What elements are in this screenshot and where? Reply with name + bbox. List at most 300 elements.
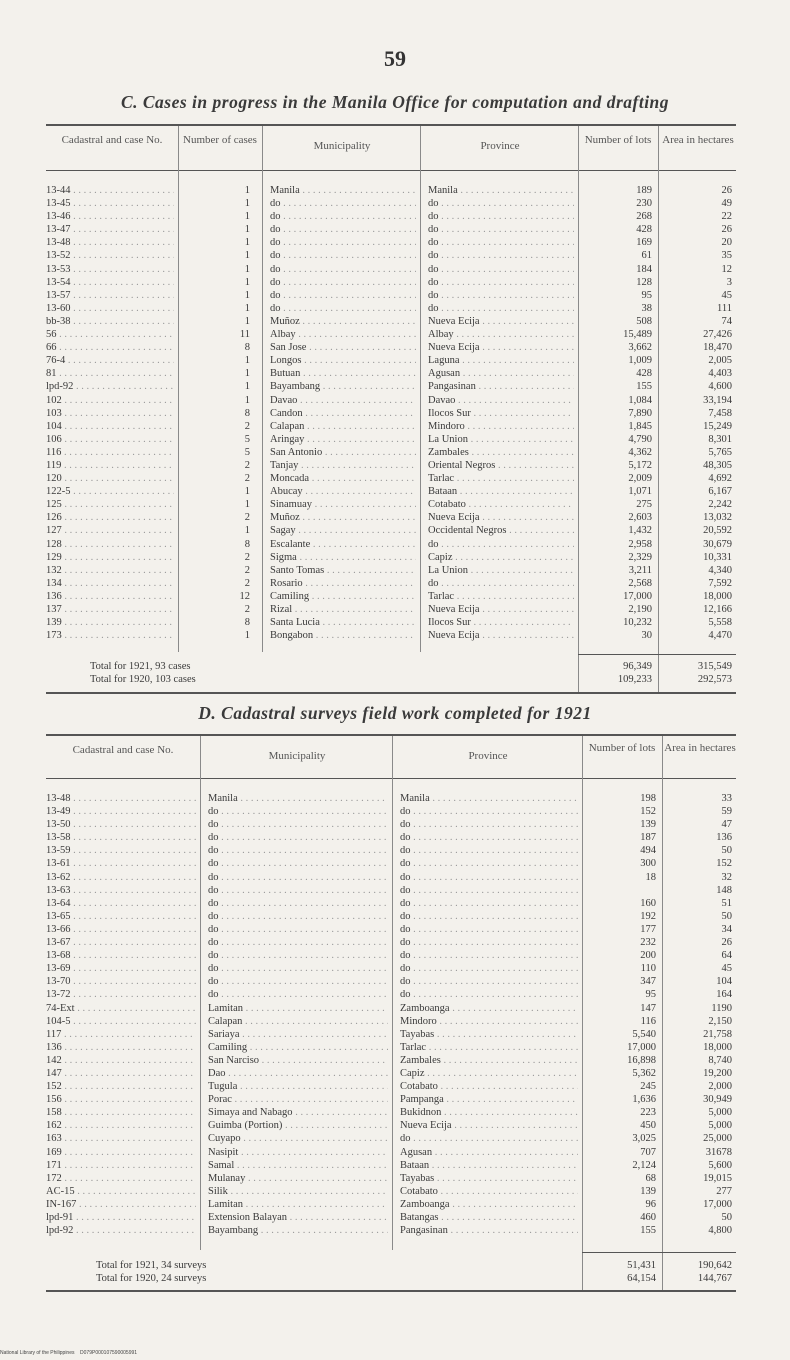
table-cell: 1	[244, 198, 250, 210]
table-cell: 5	[244, 433, 250, 445]
table-cell: 4,790	[628, 433, 652, 445]
table-cell: 134 . . .	[46, 577, 174, 590]
table-cell: 19,015	[703, 1172, 732, 1184]
table-cell: 33,194	[703, 394, 732, 406]
table-cell: 198	[640, 793, 656, 804]
table-cell: 96	[645, 1198, 656, 1210]
table-cell: 171 . . .	[46, 1159, 196, 1172]
table-cell: Capiz . . .	[428, 551, 574, 564]
table-cell: do . . .	[400, 910, 578, 923]
table-cell: 1	[244, 525, 250, 537]
table-cell: AC-15 . . .	[46, 1185, 196, 1198]
table-cell: 450	[640, 1120, 656, 1132]
table-cell: Santo Tomas . . .	[270, 564, 416, 577]
table-c-divider	[262, 126, 263, 652]
table-cell: do . . .	[208, 871, 388, 884]
table-cell: 13-45 . . .	[46, 197, 174, 210]
table-cell: 5,765	[708, 446, 732, 458]
table-cell: lpd-91 . . .	[46, 1211, 196, 1224]
table-d-divider	[200, 736, 201, 1250]
column-province	[428, 184, 574, 642]
table-cell: 1190	[711, 1002, 732, 1014]
table-cell: 13-65 . . .	[46, 910, 196, 923]
table-cell: 5,172	[628, 459, 652, 471]
table-cell: 74	[721, 315, 732, 327]
table-cell: 1,071	[628, 486, 652, 498]
table-cell: Laguna . . .	[428, 354, 574, 367]
table-cell: 137 . . .	[46, 603, 174, 616]
table-cell: 160	[640, 897, 656, 909]
table-cell: 189	[636, 185, 652, 196]
table-cell: 7,592	[708, 577, 732, 589]
table-cell: do . . .	[428, 249, 574, 262]
table-cell: 139 . . .	[46, 616, 174, 629]
table-cell: 245	[640, 1081, 656, 1093]
total-1921-c-label: Total for 1921, 93 cases	[90, 661, 191, 672]
header-municipality: Municipality	[313, 140, 371, 152]
total-1920-d-lots: 64,154	[627, 1273, 656, 1284]
table-cell: Longos . . .	[270, 354, 416, 367]
table-cell: 2	[244, 577, 250, 589]
table-cell: 173 . . .	[46, 629, 174, 642]
table-cell: lpd-92 . . .	[46, 1224, 196, 1237]
table-cell: 13,032	[703, 512, 732, 524]
table-cell: 110	[640, 963, 656, 975]
table-cell: 1	[244, 499, 250, 511]
table-cell: 5,362	[632, 1067, 656, 1079]
table-cell: 17,000	[627, 1041, 656, 1053]
table-cell: do . . .	[270, 302, 416, 315]
table-cell: 428	[636, 224, 652, 236]
table-cell: Aringay . . .	[270, 433, 416, 446]
table-cell: do . . .	[208, 910, 388, 923]
table-cell: 3,025	[632, 1133, 656, 1145]
table-cell: Zamboanga . . .	[400, 1198, 578, 1211]
table-cell: 4,692	[708, 473, 732, 485]
table-cell: 13-58 . . .	[46, 831, 196, 844]
table-cell: 64	[721, 950, 732, 962]
table-cell: do . . .	[400, 871, 578, 884]
table-cell: Agusan . . .	[428, 367, 574, 380]
table-cell: 95	[645, 989, 656, 1001]
table-cell: 81 . . .	[46, 367, 174, 380]
table-cell: Mindoro . . .	[400, 1015, 578, 1028]
table-cell: do . . .	[270, 197, 416, 210]
table-cell: do . . .	[208, 988, 388, 1001]
table-cell: 2	[244, 459, 250, 471]
table-cell: 20,592	[703, 525, 732, 537]
table-cell: 5	[244, 446, 250, 458]
table-cell: Tayabas . . .	[400, 1028, 578, 1041]
table-d-divider	[662, 736, 663, 1290]
table-cell: do . . .	[400, 831, 578, 844]
table-cell: 4,403	[708, 368, 732, 380]
table-cell: Zamboanga . . .	[400, 1002, 578, 1015]
table-cell: do . . .	[400, 897, 578, 910]
table-cell: 232	[640, 937, 656, 949]
table-cell: do . . .	[270, 236, 416, 249]
table-cell: Mindoro . . .	[428, 420, 574, 433]
table-cell: Sinamuay . . .	[270, 498, 416, 511]
table-cell: La Union . . .	[428, 564, 574, 577]
table-cell: Zambales . . .	[428, 446, 574, 459]
table-cell: 50	[721, 910, 732, 922]
table-cell: Manila . . .	[400, 792, 578, 805]
table-cell: La Union . . .	[428, 433, 574, 446]
table-cell: 22	[721, 211, 732, 223]
table-cell: 33	[721, 793, 732, 804]
table-cell: do . . .	[428, 236, 574, 249]
table-cell: Capiz . . .	[400, 1067, 578, 1080]
table-cell: 2,242	[708, 499, 732, 511]
table-d-divider	[582, 736, 583, 1290]
table-cell: 2,005	[708, 355, 732, 367]
table-cell: Abucay . . .	[270, 485, 416, 498]
table-cell: 35	[721, 250, 732, 262]
table-cell: do . . .	[428, 197, 574, 210]
table-cell: 2,000	[708, 1081, 732, 1093]
table-cell: Ilocos Sur . . .	[428, 407, 574, 420]
total-1920-c-label: Total for 1920, 103 cases	[90, 674, 196, 685]
table-cell: Camiling . . .	[208, 1041, 388, 1054]
table-cell: 7,458	[708, 407, 732, 419]
table-cell: 13-63 . . .	[46, 884, 196, 897]
table-cell: 13-57 . . .	[46, 289, 174, 302]
table-cell: 347	[640, 976, 656, 988]
table-cell: 13-48 . . .	[46, 792, 196, 805]
table-cell: 7,890	[628, 407, 652, 419]
table-cell: 3	[726, 276, 732, 288]
column-number-of-lots	[584, 792, 656, 1237]
table-cell: San Jose . . .	[270, 341, 416, 354]
table-c-total-rule	[578, 654, 736, 655]
table-cell: do . . .	[400, 949, 578, 962]
table-cell: 38	[641, 302, 652, 314]
table-cell: Tarlac . . .	[428, 472, 574, 485]
table-cell: 26	[721, 185, 732, 196]
table-cell: 56 . . .	[46, 328, 174, 341]
table-cell: Ilocos Sur . . .	[428, 616, 574, 629]
table-cell: 2	[244, 551, 250, 563]
table-cell: 30,679	[703, 538, 732, 550]
table-cell: Bayambang . . .	[208, 1224, 388, 1237]
table-cell: 5,000	[708, 1107, 732, 1119]
table-cell: 1	[244, 237, 250, 249]
table-cell: Porac . . .	[208, 1093, 388, 1106]
table-cell: Agusan . . .	[400, 1146, 578, 1159]
table-cell: do . . .	[400, 936, 578, 949]
table-cell: 1	[244, 263, 250, 275]
table-cell: Extension Balayan . . .	[208, 1211, 388, 1224]
table-cell: Butuan . . .	[270, 367, 416, 380]
table-cell	[584, 884, 656, 897]
table-cell: 129 . . .	[46, 551, 174, 564]
table-cell: 139	[640, 1185, 656, 1197]
table-cell: Manila . . .	[208, 792, 388, 805]
table-cell: 95	[641, 289, 652, 301]
column-municipality	[270, 184, 416, 642]
table-cell: Nueva Ecija . . .	[428, 629, 574, 642]
table-cell: Bukidnon . . .	[400, 1106, 578, 1119]
table-cell: Cotabato . . .	[428, 498, 574, 511]
table-cell: 2,009	[628, 473, 652, 485]
table-cell: 50	[721, 845, 732, 857]
table-cell: 2	[244, 473, 250, 485]
table-cell: 2	[244, 512, 250, 524]
table-cell: Bayambang . . .	[270, 380, 416, 393]
table-cell: Muñoz . . .	[270, 315, 416, 328]
table-cell: 47	[721, 819, 732, 831]
table-cell: do . . .	[208, 884, 388, 897]
table-cell: 51	[721, 897, 732, 909]
table-cell: 2,150	[708, 1015, 732, 1027]
table-cell: 18,470	[703, 342, 732, 354]
table-cell: Nueva Ecija . . .	[428, 511, 574, 524]
table-cell: Calapan . . .	[208, 1015, 388, 1028]
table-cell: Sariaya . . .	[208, 1028, 388, 1041]
table-cell: 11	[239, 329, 250, 341]
table-cell: 32	[721, 871, 732, 883]
table-cell: 1	[244, 394, 250, 406]
table-cell: 5,558	[708, 617, 732, 629]
table-cell: 74-Ext . . .	[46, 1002, 196, 1015]
table-cell: do . . .	[428, 538, 574, 551]
table-c-header-rule	[46, 170, 736, 171]
table-cell: do . . .	[208, 844, 388, 857]
table-cell: 3,662	[628, 342, 652, 354]
table-cell: 162 . . .	[46, 1119, 196, 1132]
table-cell: do . . .	[428, 577, 574, 590]
table-cell: 119 . . .	[46, 459, 174, 472]
header-case-no: Cadastral and case No.	[61, 134, 163, 146]
table-cell: 163 . . .	[46, 1132, 196, 1145]
table-cell: Moncada . . .	[270, 472, 416, 485]
table-cell: 1	[244, 185, 250, 196]
table-cell: 120 . . .	[46, 472, 174, 485]
column-number-of-lots	[580, 184, 652, 642]
table-cell: 45	[721, 963, 732, 975]
table-cell: 26	[721, 937, 732, 949]
table-cell: 27,426	[703, 329, 732, 341]
table-cell: 48,305	[703, 459, 732, 471]
table-cell: 25,000	[703, 1133, 732, 1145]
table-cell: 2,190	[628, 604, 652, 615]
table-cell: 13-54 . . .	[46, 276, 174, 289]
table-cell: 1,009	[628, 355, 652, 367]
table-cell: do . . .	[400, 844, 578, 857]
table-cell: 122-5 . . .	[46, 485, 174, 498]
table-cell: 104	[716, 976, 732, 988]
table-cell: 1,845	[628, 420, 652, 432]
total-1921-d-label: Total for 1921, 34 surveys	[96, 1260, 207, 1271]
table-cell: 126 . . .	[46, 511, 174, 524]
table-cell: 148	[716, 884, 732, 896]
table-cell: 21,758	[703, 1028, 732, 1040]
table-c-bottom-rule	[46, 692, 736, 694]
table-cell: Pangasinan . . .	[400, 1224, 578, 1237]
table-cell: 106 . . .	[46, 433, 174, 446]
table-cell: 2,329	[628, 551, 652, 563]
table-cell: 16,898	[627, 1054, 656, 1066]
table-cell: Cuyapo . . .	[208, 1132, 388, 1145]
total-1921-c-lots: 96,349	[623, 661, 652, 672]
table-cell: 1	[244, 289, 250, 301]
table-cell: lpd-92 . . .	[46, 380, 174, 393]
table-cell: do . . .	[400, 884, 578, 897]
table-cell: Davao . . .	[270, 394, 416, 407]
table-cell: do . . .	[208, 818, 388, 831]
table-cell: 125 . . .	[46, 498, 174, 511]
header-province: Province	[480, 140, 520, 152]
total-1920-c-area: 292,573	[697, 674, 732, 685]
table-cell: 200	[640, 950, 656, 962]
table-cell: 12,166	[703, 604, 732, 615]
table-cell: 2	[244, 564, 250, 576]
table-d-divider	[392, 736, 393, 1250]
table-cell: 128 . . .	[46, 538, 174, 551]
table-cell: 104 . . .	[46, 420, 174, 433]
table-cell: 34	[721, 923, 732, 935]
table-cell: 223	[640, 1107, 656, 1119]
total-1921-c-area: 315,549	[697, 661, 732, 672]
table-cell: 59	[721, 806, 732, 818]
table-cell: 136	[716, 832, 732, 844]
library-footer: National Library of the Philippines D079P000107590005991	[0, 1350, 138, 1356]
section-c-title: C. Cases in progress in the Manila Office for computation and drafting	[120, 92, 670, 112]
table-cell: 13-69 . . .	[46, 962, 196, 975]
table-cell: do . . .	[208, 962, 388, 975]
table-cell: Occidental Negros . . .	[428, 524, 574, 537]
table-cell: do . . .	[428, 302, 574, 315]
table-cell: 4,470	[708, 630, 732, 642]
table-cell: 13-48 . . .	[46, 236, 174, 249]
table-cell: Rizal . . .	[270, 603, 416, 616]
header-number-of-lots: Number of lots	[584, 134, 652, 146]
table-cell: Batangas . . .	[400, 1211, 578, 1224]
table-cell: Escalante . . .	[270, 538, 416, 551]
table-cell: 6,167	[708, 486, 732, 498]
table-cell: 15,249	[703, 420, 732, 432]
table-cell: Nueva Ecija . . .	[428, 341, 574, 354]
table-cell: Candon . . .	[270, 407, 416, 420]
table-cell: 104-5 . . .	[46, 1015, 196, 1028]
table-cell: Sagay . . .	[270, 524, 416, 537]
table-cell: Davao . . .	[428, 394, 574, 407]
table-cell: 111	[717, 302, 732, 314]
table-cell: do . . .	[208, 923, 388, 936]
table-cell: do . . .	[400, 962, 578, 975]
table-cell: 2	[244, 420, 250, 432]
table-cell: 169	[636, 237, 652, 249]
table-cell: 18	[645, 871, 656, 883]
table-c-divider	[420, 126, 421, 652]
table-cell: do . . .	[400, 818, 578, 831]
header-province: Province	[468, 750, 508, 762]
table-cell: Guimba (Portion) . . .	[208, 1119, 388, 1132]
table-cell: Sigma . . .	[270, 551, 416, 564]
table-cell: Tayabas . . .	[400, 1172, 578, 1185]
table-cell: bb-38 . . .	[46, 315, 174, 328]
table-cell: 8	[244, 538, 250, 550]
table-cell: 1	[244, 630, 250, 642]
table-cell: 102 . . .	[46, 394, 174, 407]
table-cell: do . . .	[400, 857, 578, 870]
table-d-header-rule	[46, 778, 736, 779]
table-cell: Oriental Negros . . .	[428, 459, 574, 472]
table-cell: 15,489	[623, 329, 652, 341]
table-cell: Zambales . . .	[400, 1054, 578, 1067]
table-cell: Simaya and Nabago . . .	[208, 1106, 388, 1119]
table-cell: 155	[636, 381, 652, 393]
table-cell: Samal . . .	[208, 1159, 388, 1172]
total-1920-d-area: 144,767	[697, 1273, 732, 1284]
column-case-no	[46, 792, 196, 1237]
table-cell: 177	[640, 923, 656, 935]
table-cell: 147 . . .	[46, 1067, 196, 1080]
table-cell: Pampanga . . .	[400, 1093, 578, 1106]
table-cell: do . . .	[428, 263, 574, 276]
table-cell: Bataan . . .	[400, 1159, 578, 1172]
table-cell: 4,362	[628, 446, 652, 458]
table-cell: 508	[636, 315, 652, 327]
table-cell: do . . .	[208, 805, 388, 818]
table-cell: do . . .	[208, 831, 388, 844]
table-cell: 13-49 . . .	[46, 805, 196, 818]
table-cell: 13-44 . . .	[46, 184, 174, 197]
total-1920-c-lots: 109,233	[617, 674, 652, 685]
table-cell: 10,232	[623, 617, 652, 629]
table-cell: 76-4 . . .	[46, 354, 174, 367]
table-cell: Bataan . . .	[428, 485, 574, 498]
table-cell: Camiling . . .	[270, 590, 416, 603]
table-cell: 152	[716, 858, 732, 870]
table-cell: 192	[640, 910, 656, 922]
table-cell: 152 . . .	[46, 1080, 196, 1093]
table-cell: 1	[244, 224, 250, 236]
table-cell: do . . .	[270, 223, 416, 236]
section-d-title: D. Cadastral surveys field work completed for 1921	[198, 703, 592, 723]
table-cell: 132 . . .	[46, 564, 174, 577]
table-cell: Silik . . .	[208, 1185, 388, 1198]
table-cell: Tanjay . . .	[270, 459, 416, 472]
table-cell: 68	[645, 1172, 656, 1184]
table-cell: 1	[244, 315, 250, 327]
table-cell: 13-59 . . .	[46, 844, 196, 857]
table-cell: do . . .	[208, 897, 388, 910]
table-cell: 19,200	[703, 1067, 732, 1079]
table-cell: 13-70 . . .	[46, 975, 196, 988]
table-cell: Cotabato . . .	[400, 1080, 578, 1093]
column-case-no	[46, 184, 174, 642]
total-1920-d-label: Total for 1920, 24 surveys	[96, 1273, 207, 1284]
table-cell: 1	[244, 381, 250, 393]
table-cell: 8	[244, 407, 250, 419]
table-cell: 13-66 . . .	[46, 923, 196, 936]
table-cell: do . . .	[208, 975, 388, 988]
table-cell: Lamitan . . .	[208, 1198, 388, 1211]
table-cell: do . . .	[400, 988, 578, 1001]
table-cell: do . . .	[428, 223, 574, 236]
table-cell: 18,000	[703, 590, 732, 602]
table-cell: do . . .	[270, 276, 416, 289]
table-cell: 1	[244, 250, 250, 262]
table-cell: Cotabato . . .	[400, 1185, 578, 1198]
table-cell: Mulanay . . .	[208, 1172, 388, 1185]
table-cell: San Antonio . . .	[270, 446, 416, 459]
table-cell: do . . .	[428, 210, 574, 223]
table-cell: Nueva Ecija . . .	[428, 315, 574, 328]
table-cell: do . . .	[400, 1132, 578, 1145]
